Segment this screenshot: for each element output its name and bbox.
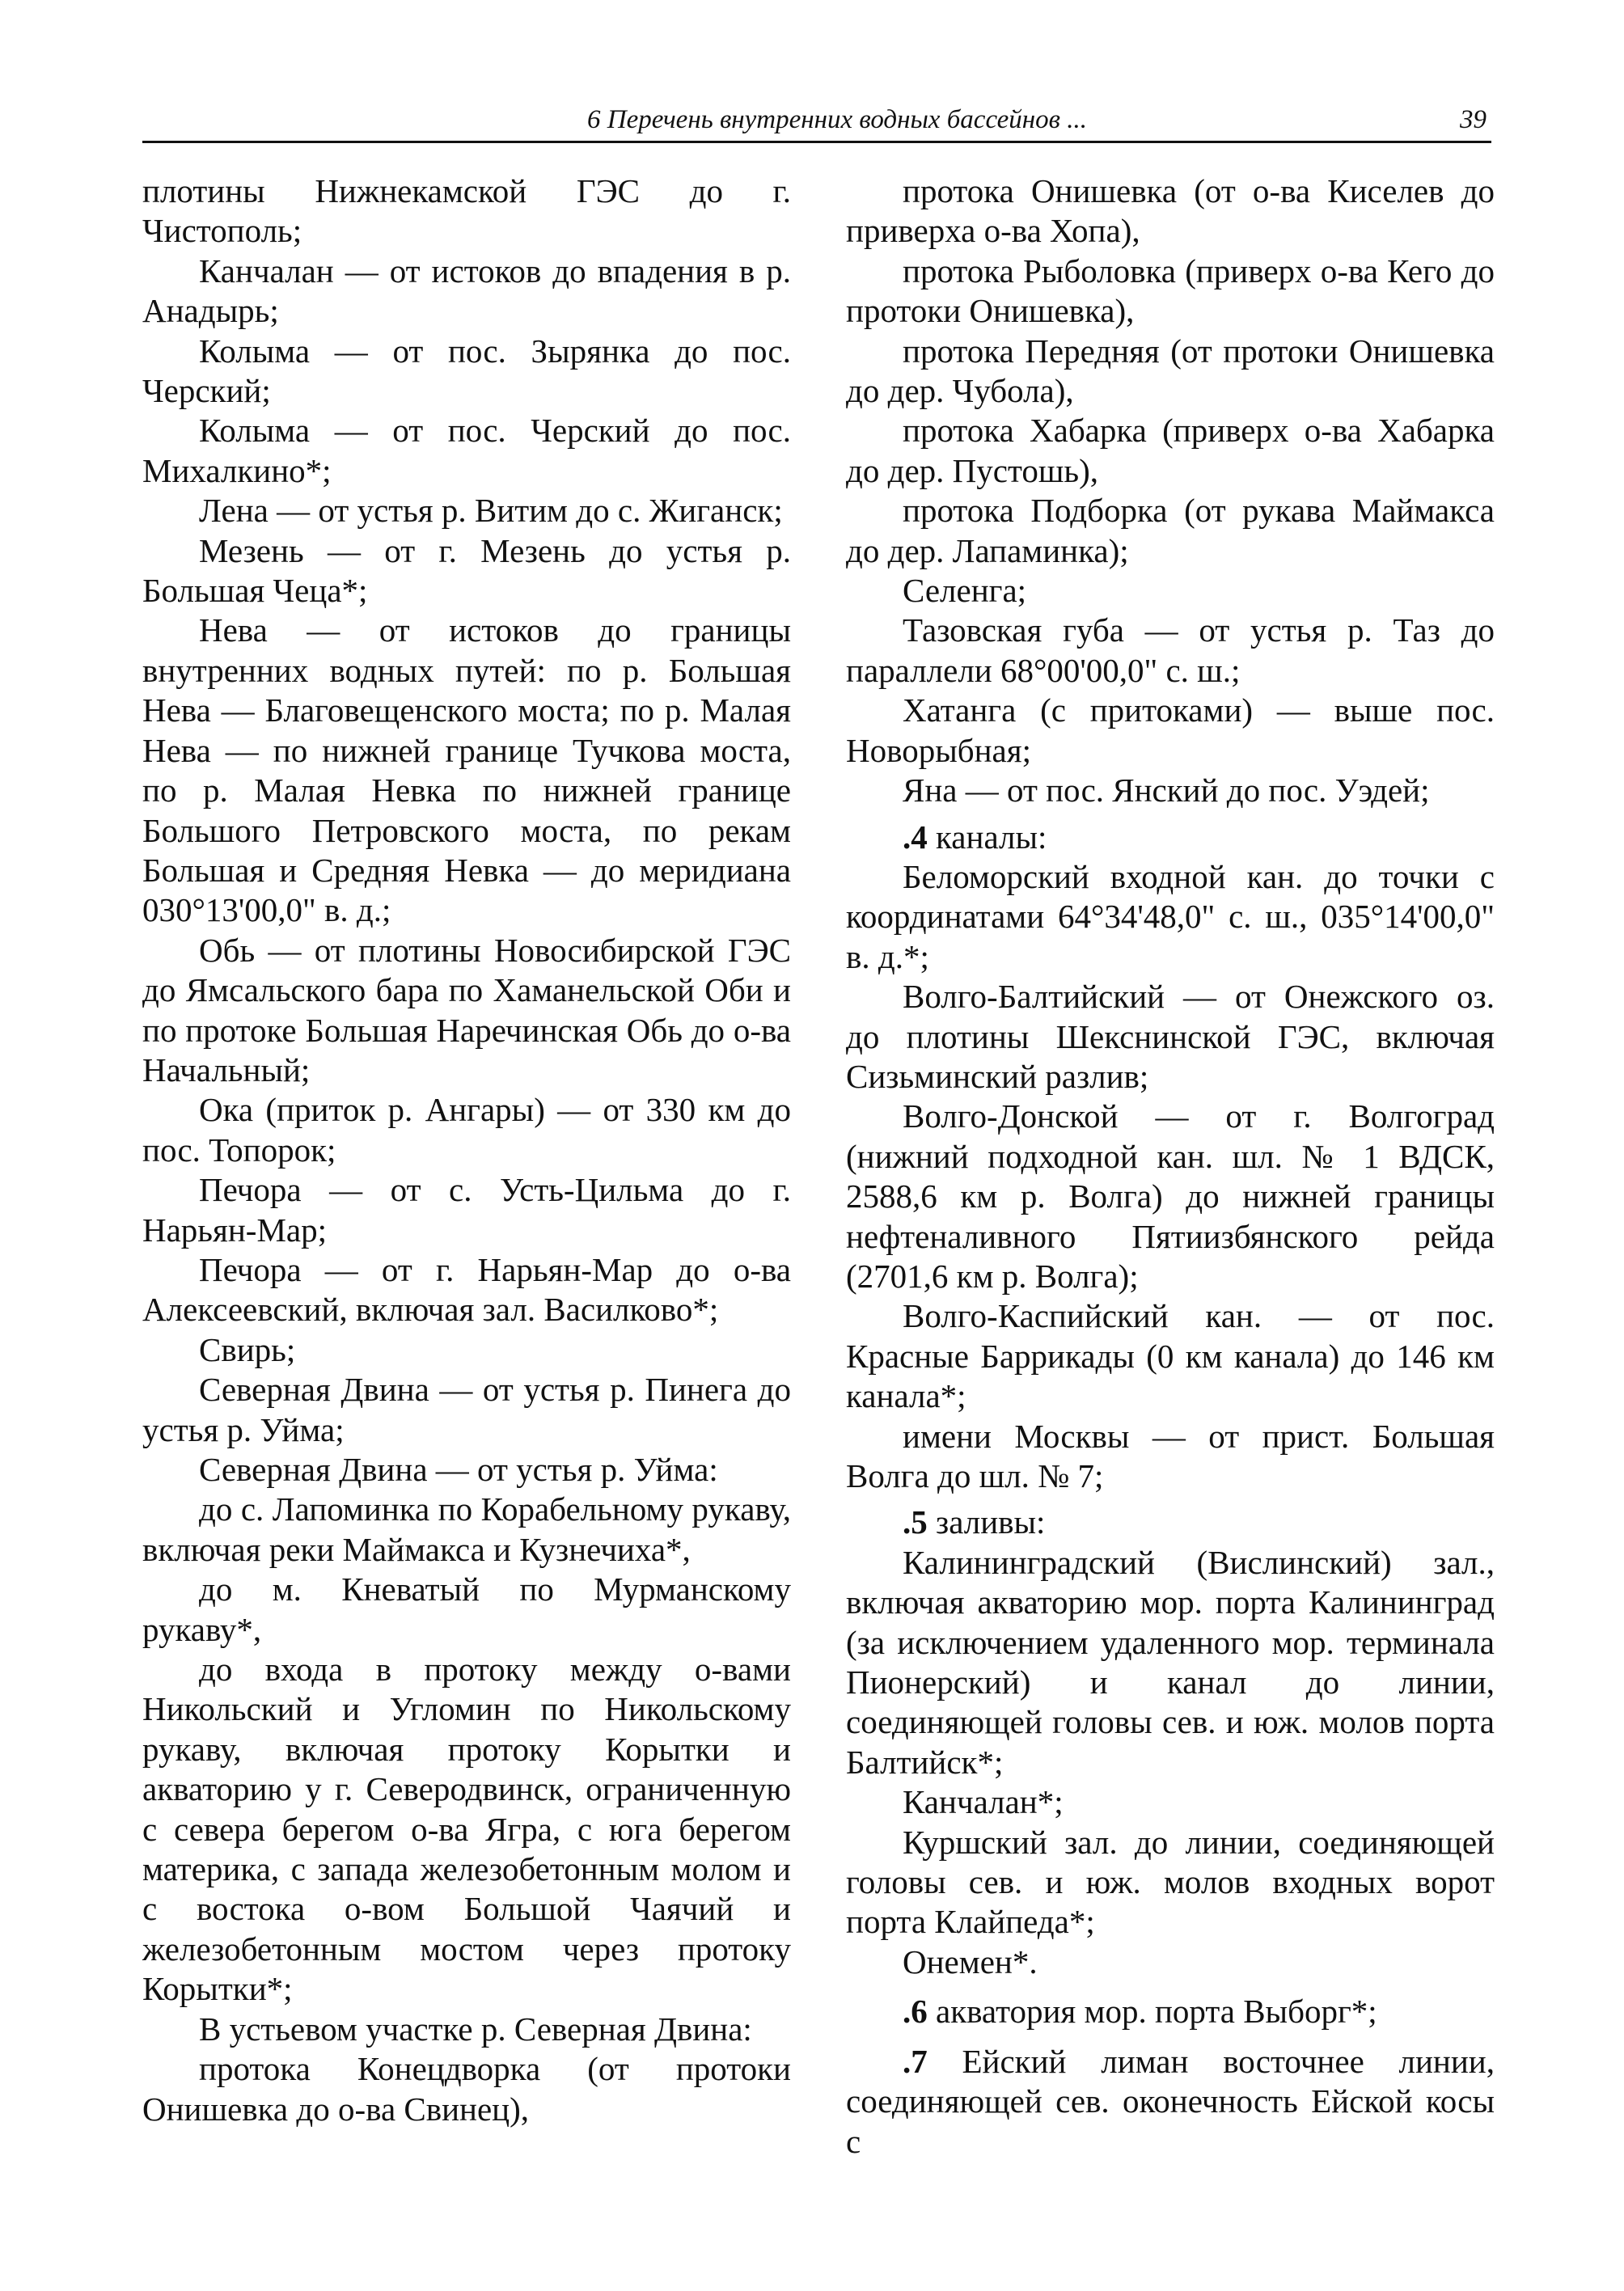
- paragraph: Волго-Донской — от г. Волгоград (нижний подходной кан. шл. № 1 ВДСК, 2588,6 км р. Волга) до нижней границы нефтеналивного Пятиизбянского рейда (2701,6 км р. Волга);: [846, 1097, 1495, 1295]
- paragraph: Волго-Каспийский кан. — от пос. Красные Баррикады (0 км канала) до 146 км канала*;: [846, 1297, 1495, 1415]
- section-number: .4: [903, 818, 928, 856]
- paragraph: Северная Двина — от устья р. Пинега до устья р. Уйма;: [142, 1371, 791, 1448]
- header-title: 6 Перечень внутренних водных бассейнов ...: [587, 105, 1087, 134]
- paragraph: Печора — от с. Усть-Цильма до г. Нарьян-Мар;: [142, 1171, 791, 1249]
- paragraph: плотины Нижнекамской ГЭС до г. Чистополь;: [142, 172, 791, 250]
- left-column: [142, 171, 791, 2129]
- paragraph: Северная Двина — от устья р. Уйма:: [199, 1451, 718, 1488]
- paragraph: Нева — от истоков до границы внутренних водных путей: по р. Большая Нева — Благовещенского моста; по р. Малая Нева — по нижней границе Тучкова моста, по р. Малая Невка по нижней границе Большого Петровского моста, по рекам Большая и Средняя Невка — до меридиана 030°13'00,0" в. д.;: [142, 611, 791, 929]
- paragraph: Колыма — от пос. Черский до пос. Михалкино*;: [142, 412, 791, 489]
- paragraph: В устьевом участке р. Северная Двина:: [199, 2010, 752, 2048]
- paragraph: Калининградский (Вислинский) зал., включая акваторию мор. порта Калининград (за исключением удаленного мор. терминала Пионерский) и канал до линии, соединяющей головы сев. и юж. молов порта Балтийск*;: [846, 1543, 1495, 1781]
- page-number: 39: [1460, 105, 1487, 134]
- paragraph: Беломорский входной кан. до точки с координатами 64°34'48,0" с. ш., 035°14'00,0" в. д.*;: [846, 857, 1495, 975]
- paragraph: Обь — от плотины Новосибирской ГЭС до Ямсальского бара по Хаманельской Оби и по протоке Большая Наречинская Обь до о-ва Начальный;: [142, 931, 791, 1088]
- section-label: заливы:: [936, 1503, 1046, 1541]
- paragraph: имени Москвы — от прист. Большая Волга до шл. № 7;: [846, 1417, 1495, 1494]
- paragraph: Ока (приток р. Ангары) — от 330 км до пос. Топорок;: [142, 1091, 791, 1169]
- section-number: .7: [903, 2042, 928, 2080]
- paragraph: Селенга;: [903, 572, 1027, 610]
- section-4-heading: [846, 818, 1495, 857]
- paragraph: до м. Кневатый по Мурманскому рукаву*,: [142, 1570, 791, 1648]
- paragraph: Колыма — от пос. Зырянка до пос. Черский;: [142, 332, 791, 410]
- paragraph: до с. Лапоминка по Корабельному рукаву, включая реки Маймакса и Кузнечиха*,: [142, 1490, 791, 1568]
- section-text: акватория мор. порта Выборг*;: [936, 1993, 1377, 2031]
- paragraph: протока Хабарка (приверх о-ва Хабарка до дер. Пустошь),: [846, 412, 1495, 489]
- paragraph: Свирь;: [199, 1330, 296, 1368]
- section-5-heading: [846, 1503, 1495, 1542]
- paragraph: до входа в протоку между о-вами Никольский и Угломин по Никольскому рукаву, включая протоку Корытки и акваторию у г. Северодвинск, ограниченную с севера берегом о-ва Ягра, с юга берегом материка, с запада железобетонным молом и с востока о-вом Большой Чаячий и железобетонным мостом через протоку Корытки*;: [142, 1651, 791, 2008]
- paragraph: Куршский зал. до линии, соединяющей головы сев. и юж. молов входных ворот порта Клайпеда*;: [846, 1823, 1495, 1941]
- paragraph: Онемен*.: [903, 1942, 1038, 1980]
- section-label: каналы:: [936, 818, 1047, 856]
- paragraph: Канчалан*;: [903, 1783, 1064, 1821]
- paragraph: протока Рыболовка (приверх о-ва Кего до протоки Онишевка),: [846, 252, 1495, 330]
- paragraph: протока Передняя (от протоки Онишевка до дер. Чубола),: [846, 332, 1495, 410]
- right-column: [846, 171, 1495, 2162]
- paragraph: Печора — от г. Нарьян-Мар до о-ва Алексеевский, включая зал. Василково*;: [142, 1250, 791, 1329]
- paragraph: Канчалан — от истоков до впадения в р. Анадырь;: [142, 252, 791, 330]
- section-6: [846, 1992, 1495, 2031]
- paragraph: Волго-Балтийский — от Онежского оз. до плотины Шекснинской ГЭС, включая Сизьминский разлив;: [846, 978, 1495, 1095]
- section-text: Ейский лиман восточнее линии, соединяющей сев. оконечность Ейской косы с: [846, 2042, 1495, 2160]
- paragraph: протока Подборка (от рукава Маймакса до дер. Лапаминка);: [846, 492, 1495, 569]
- paragraph: Тазовская губа — от устья р. Таз до параллели 68°00'00,0" с. ш.;: [846, 611, 1495, 689]
- section-7: [846, 2042, 1495, 2162]
- paragraph: протока Онишевка (от о-ва Киселев до приверха о-ва Хопа),: [846, 172, 1495, 250]
- paragraph: Лена — от устья р. Витим до с. Жиганск;: [199, 492, 783, 530]
- running-header: [142, 105, 1491, 143]
- paragraph: Яна — от пос. Янский до пос. Уэдей;: [903, 771, 1430, 809]
- paragraph: Мезень — от г. Мезень до устья р. Большая Чеца*;: [142, 531, 791, 610]
- paragraph: Хатанга (с притоками) — выше пос. Новорыбная;: [846, 691, 1495, 769]
- paragraph: протока Конецдворка (от протоки Онишевка до о-ва Свинец),: [142, 2050, 791, 2128]
- section-number: .6: [903, 1993, 928, 2031]
- section-number: .5: [903, 1503, 928, 1541]
